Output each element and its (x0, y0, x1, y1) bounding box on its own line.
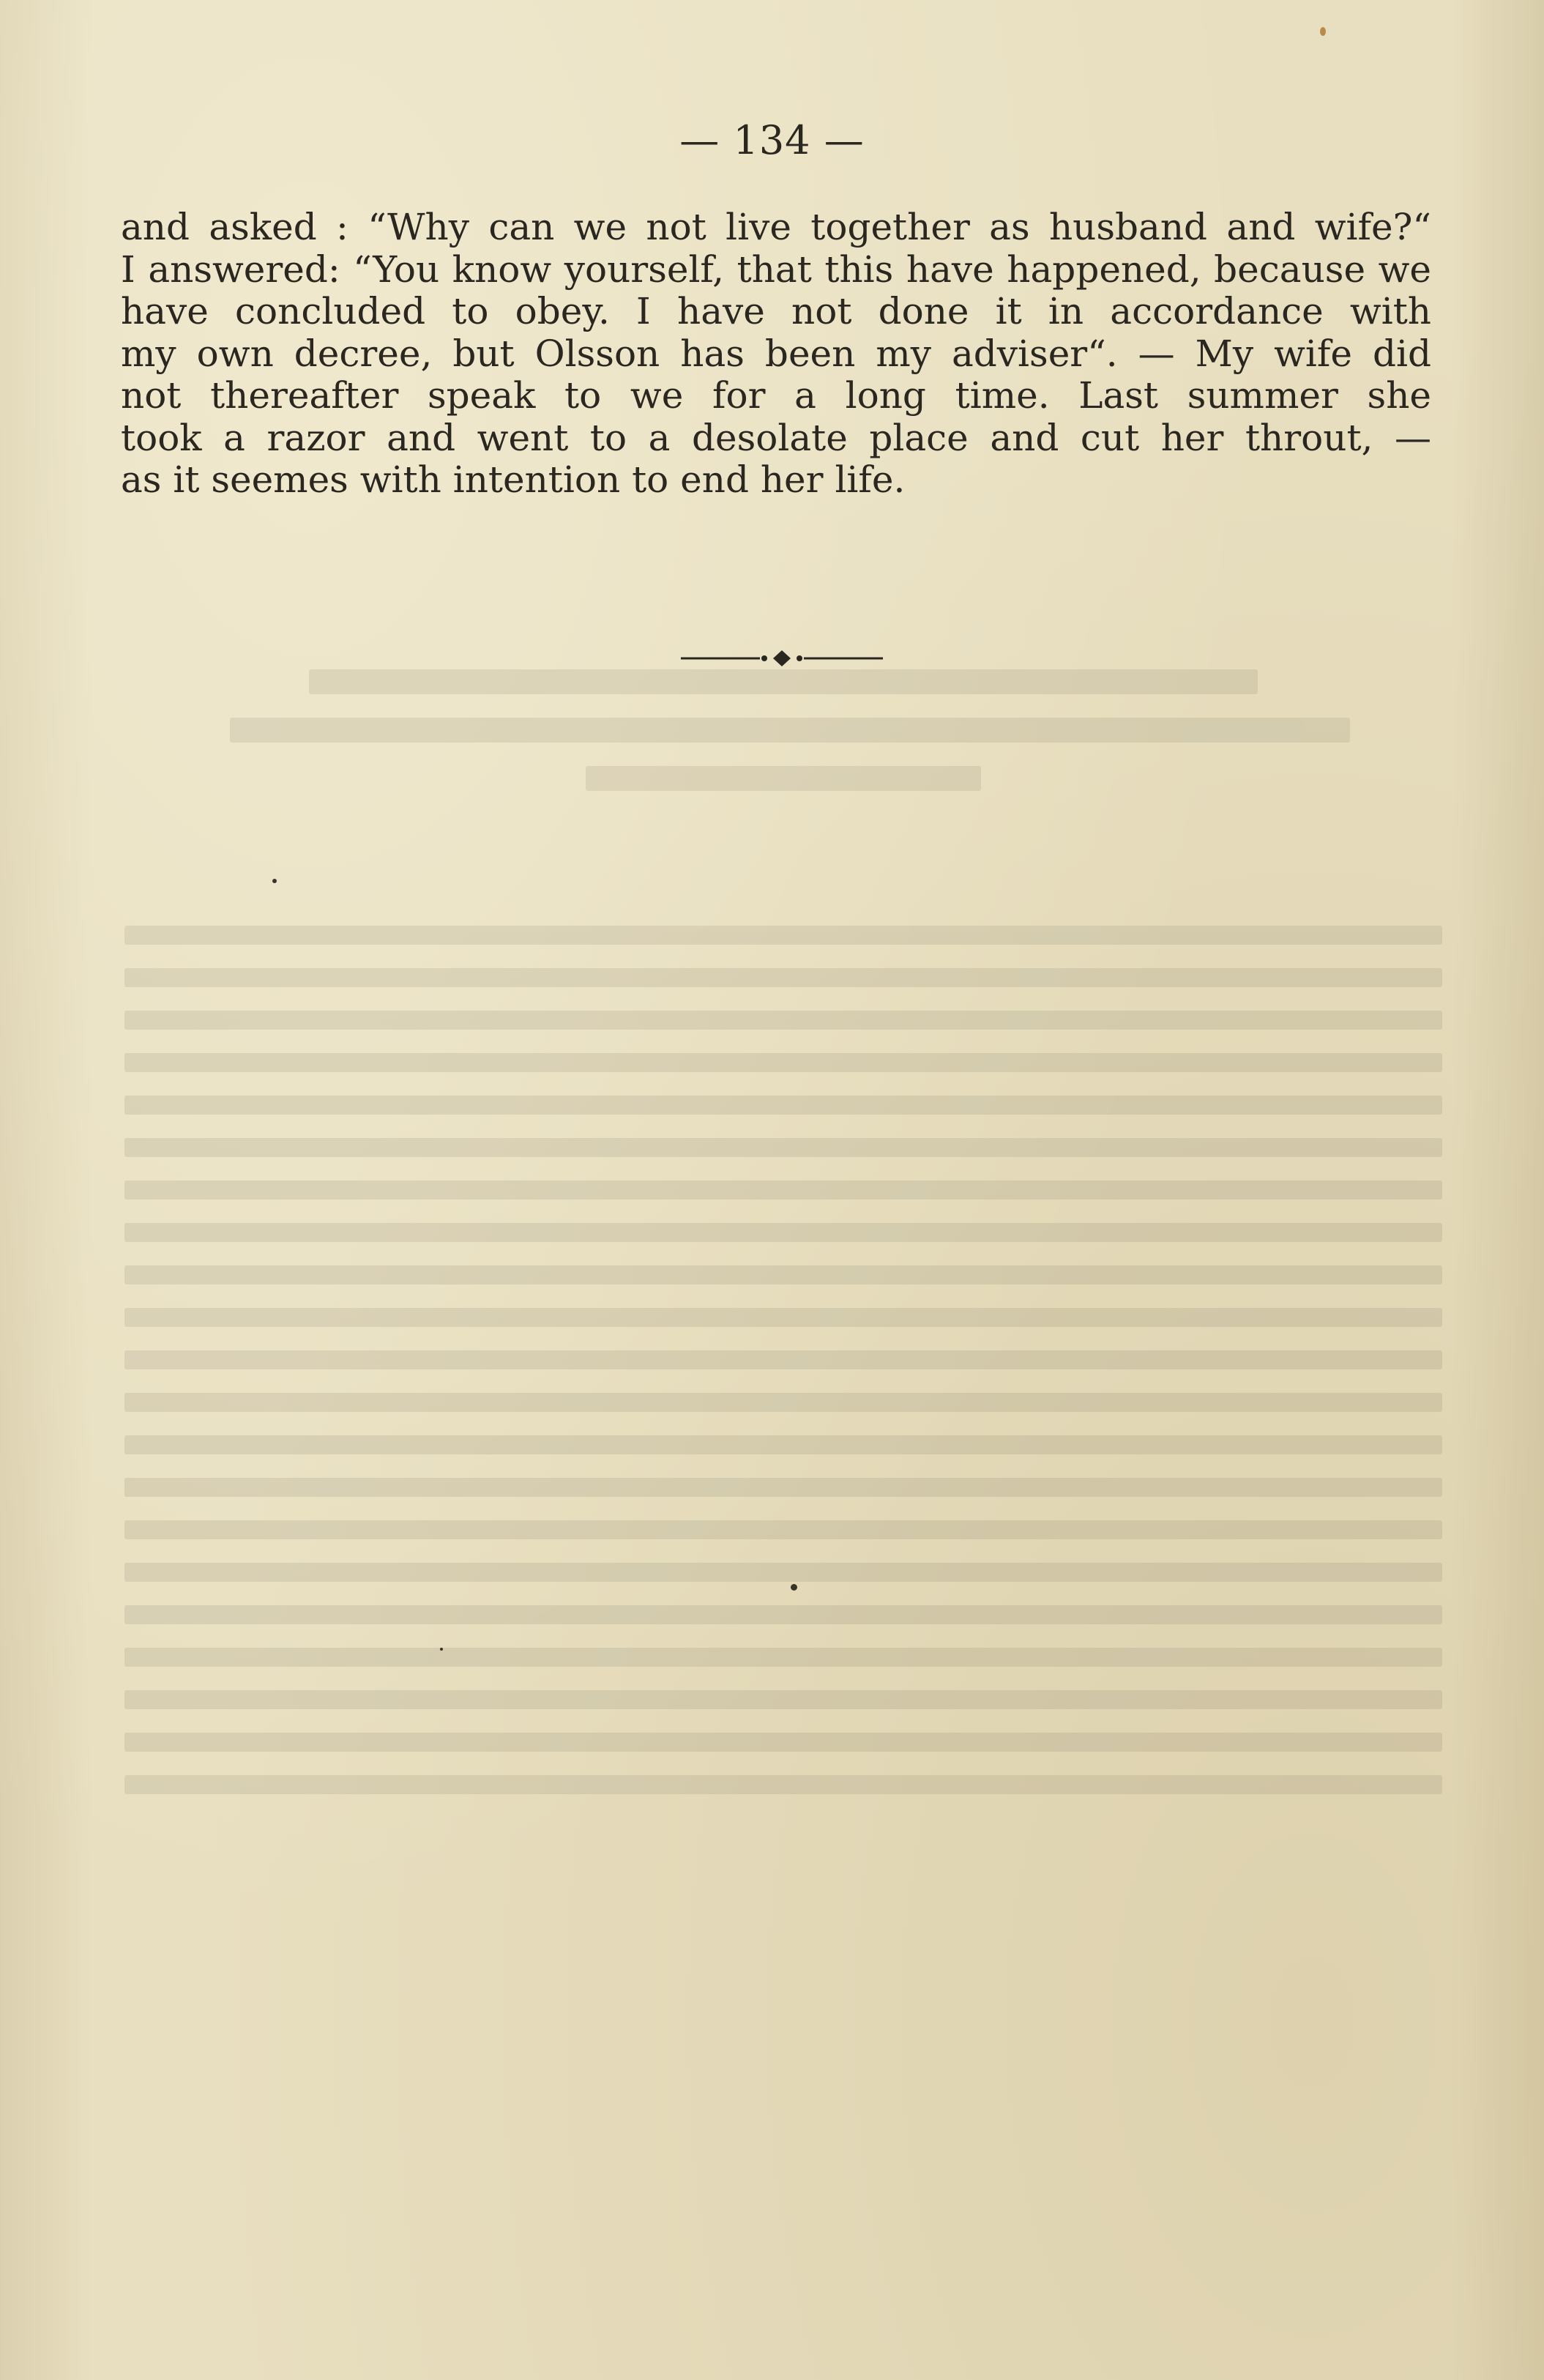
page-number: — 134 — (679, 117, 865, 163)
ink-speck (791, 1584, 797, 1591)
text-line: and asked : “Why can we not live together as husband and wife?“ (121, 206, 1431, 248)
reverse-page-show-through (124, 498, 1442, 2146)
text-line: took a razor and went to a desolate place and cut her throut, — (121, 416, 1431, 459)
text-line: as it seemes with intention to end her life. (121, 458, 906, 501)
text-line: not thereafter speak to we for a long time. Last summer she (121, 374, 1431, 417)
text-line: have concluded to obey. I have not done it in accordance with (121, 290, 1431, 332)
text-line: I answered: “You know yourself, that this have happened, because we (121, 248, 1431, 291)
ink-speck (440, 1648, 443, 1651)
ink-speck (1320, 27, 1326, 36)
body-paragraph (121, 207, 1431, 502)
section-divider-ornament (681, 649, 883, 668)
text-line: my own decree, but Olsson has been my adviser“. — My wife did (121, 332, 1431, 375)
ink-speck (272, 879, 277, 883)
